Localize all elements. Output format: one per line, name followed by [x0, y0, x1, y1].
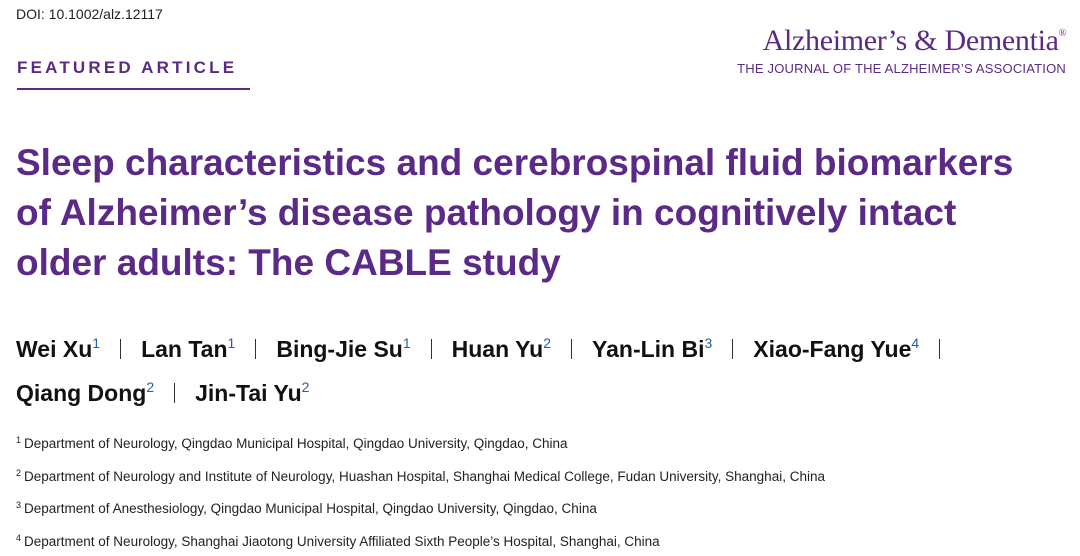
author-separator: [120, 339, 121, 359]
affiliation-ref[interactable]: 2: [146, 379, 154, 395]
author-name[interactable]: [452, 336, 551, 362]
affiliation-list: [16, 426, 1076, 556]
author-separator: [939, 339, 940, 359]
affiliation-ref[interactable]: 2: [543, 335, 551, 351]
author-name-text: Jin-Tai Yu: [195, 380, 302, 406]
author-name[interactable]: [141, 336, 235, 362]
affiliation-ref[interactable]: 1: [228, 335, 236, 351]
registered-mark: ®: [1059, 28, 1066, 39]
journal-logo[interactable]: [737, 18, 1066, 76]
author-name-text: Yan-Lin Bi: [592, 336, 704, 362]
author-name[interactable]: [16, 380, 154, 406]
author-separator: [732, 339, 733, 359]
author-name-text: Wei Xu: [16, 336, 92, 362]
article-title: Sleep characteristics and cerebrospinal fluid biomarkers of Alzheimer’s disease pathology in cognitively intact older adults: The CABLE study: [16, 138, 1056, 288]
affiliation-text: Department of Anesthesiology, Qingdao Municipal Hospital, Qingdao University, Qingdao, China: [24, 501, 597, 516]
journal-subtitle: THE JOURNAL OF THE ALZHEIMER’S ASSOCIATION: [737, 61, 1066, 76]
author-name-text: Lan Tan: [141, 336, 227, 362]
author-name[interactable]: [753, 336, 919, 362]
author-separator: [255, 339, 256, 359]
author-name[interactable]: [16, 336, 100, 362]
affiliation-item: [16, 491, 1076, 524]
author-name-text: Xiao-Fang Yue: [753, 336, 911, 362]
affiliation-text: Department of Neurology, Shanghai Jiaotong University Affiliated Sixth People’s Hospital, Shanghai, China: [24, 534, 660, 549]
affiliation-ref[interactable]: 1: [403, 335, 411, 351]
author-name-text: Bing-Jie Su: [276, 336, 403, 362]
affiliation-number: 2: [16, 468, 21, 478]
author-name-text: Huan Yu: [452, 336, 544, 362]
affiliation-item: [16, 459, 1076, 492]
author-name[interactable]: [276, 336, 410, 362]
affiliation-item: [16, 426, 1076, 459]
affiliation-number: 4: [16, 533, 21, 543]
author-name-text: Qiang Dong: [16, 380, 146, 406]
author-name[interactable]: [195, 380, 309, 406]
affiliation-item: [16, 524, 1076, 556]
section-divider: [17, 88, 250, 90]
affiliation-number: 3: [16, 500, 21, 510]
section-label: FEATURED ARTICLE: [17, 58, 237, 78]
affiliation-ref[interactable]: 2: [302, 379, 310, 395]
author-separator: [174, 383, 175, 403]
author-separator: [431, 339, 432, 359]
author-separator: [571, 339, 572, 359]
affiliation-text: Department of Neurology and Institute of Neurology, Huashan Hospital, Shanghai Medical College, Fudan University, Shanghai, China: [24, 469, 825, 484]
affiliation-ref[interactable]: 1: [92, 335, 100, 351]
author-list: [16, 324, 1076, 412]
affiliation-text: Department of Neurology, Qingdao Municipal Hospital, Qingdao University, Qingdao, China: [24, 436, 568, 451]
journal-name: [737, 18, 1066, 57]
affiliation-number: 1: [16, 435, 21, 445]
doi-label: DOI: 10.1002/alz.12117: [16, 6, 163, 22]
author-name[interactable]: [592, 336, 712, 362]
affiliation-ref[interactable]: 3: [705, 335, 713, 351]
journal-name-text: Alzheimer’s & Dementia: [763, 24, 1059, 57]
affiliation-ref[interactable]: 4: [911, 335, 919, 351]
